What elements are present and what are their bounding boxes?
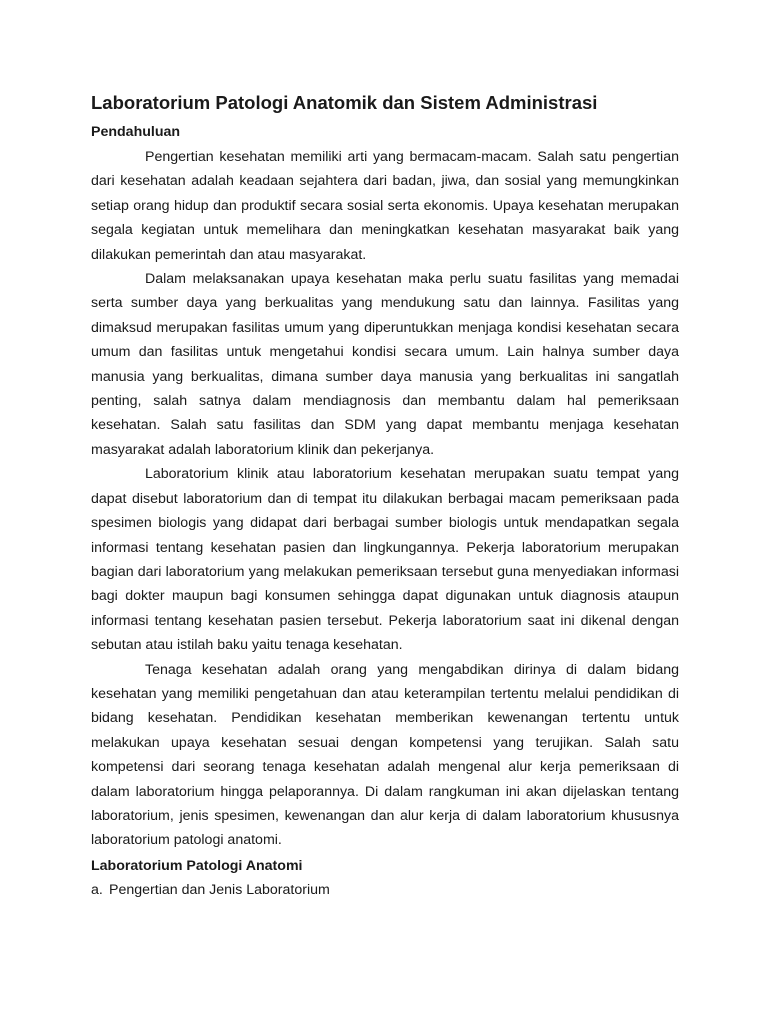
paragraph: Tenaga kesehatan adalah orang yang mengabdikan dirinya di dalam bidang kesehatan yang memiliki pengetahuan dan atau keterampilan tertentu melalui pendidikan di bidang kesehatan. Pendidikan kesehatan memberikan kewenangan tertentu untuk melakukan upaya kesehatan sesuai dengan kompetensi yang terujikan. Salah satu kompetensi dari seorang tenaga kesehatan adalah mengenal alur kerja pemeriksaan di dalam laboratorium hingga pelaporannya. Di dalam rangkuman ini akan dijelaskan tentang laboratorium, jenis spesimen, kewenangan dan alur kerja di dalam laboratorium khususnya laboratorium patologi anatomi.: [91, 661, 679, 849]
section-heading-laboratorium-patologi-anatomi: Laboratorium Patologi Anatomi: [91, 858, 303, 874]
paragraph: Dalam melaksanakan upaya kesehatan maka perlu suatu fasilitas yang memadai serta sumber daya yang berkualitas yang mendukung satu dan lainnya. Fasilitas yang dimaksud merupakan fasilitas umum yang diperuntukkan menjaga kondisi kesehatan secara umum dan fasilitas untuk mengetahui kondisi secara umum. Lain halnya sumber daya manusia yang berkualitas, dimana sumber daya manusia yang berkualitas ini sangatlah penting, salah satnya dalam mendiagnosis dan membantu dalam hal pemeriksaan kesehatan. Salah satu fasilitas dan SDM yang dapat membantu menjaga kesehatan masyarakat adalah laboratorium klinik dan pekerjanya.: [91, 271, 679, 458]
list-item: [91, 880, 691, 900]
section-body-pendahuluan: [91, 145, 679, 853]
list-item-marker: a.: [91, 882, 103, 898]
paragraph: Pengertian kesehatan memiliki arti yang bermacam-macam. Salah satu pengertian dari kesehatan adalah keadaan sejahtera dari badan, jiwa, dan sosial yang memungkinkan setiap orang hidup dan produktif secara sosial serta ekonomis. Upaya kesehatan merupakan segala kegiatan untuk memelihara dan meningkatkan kesehatan masyarakat baik yang dilakukan pemerintah dan atau masyarakat.: [91, 149, 679, 263]
list-item-text: Pengertian dan Jenis Laboratorium: [109, 882, 330, 898]
document-title: Laboratorium Patologi Anatomik dan Sistem Administrasi: [91, 92, 598, 113]
section-heading-pendahuluan: Pendahuluan: [91, 124, 181, 140]
paragraph: Laboratorium klinik atau laboratorium kesehatan merupakan suatu tempat yang dapat disebut laboratorium dan di tempat itu dilakukan berbagai macam pemeriksaan pada spesimen biologis yang didapat dari berbagai sumber biologis untuk mendapatkan segala informasi tentang kesehatan pasien dan lingkungannya. Pekerja laboratorium merupakan bagian dari laboratorium yang melakukan pemeriksaan tersebut guna menyediakan informasi bagi dokter maupun bagi konsumen sehingga dapat digunakan untuk diagnosis ataupun informasi tentang kesehatan pasien tersebut. Pekerja laboratorium saat ini dikenal dengan sebutan atau istilah baku yaitu tenaga kesehatan.: [91, 466, 679, 654]
